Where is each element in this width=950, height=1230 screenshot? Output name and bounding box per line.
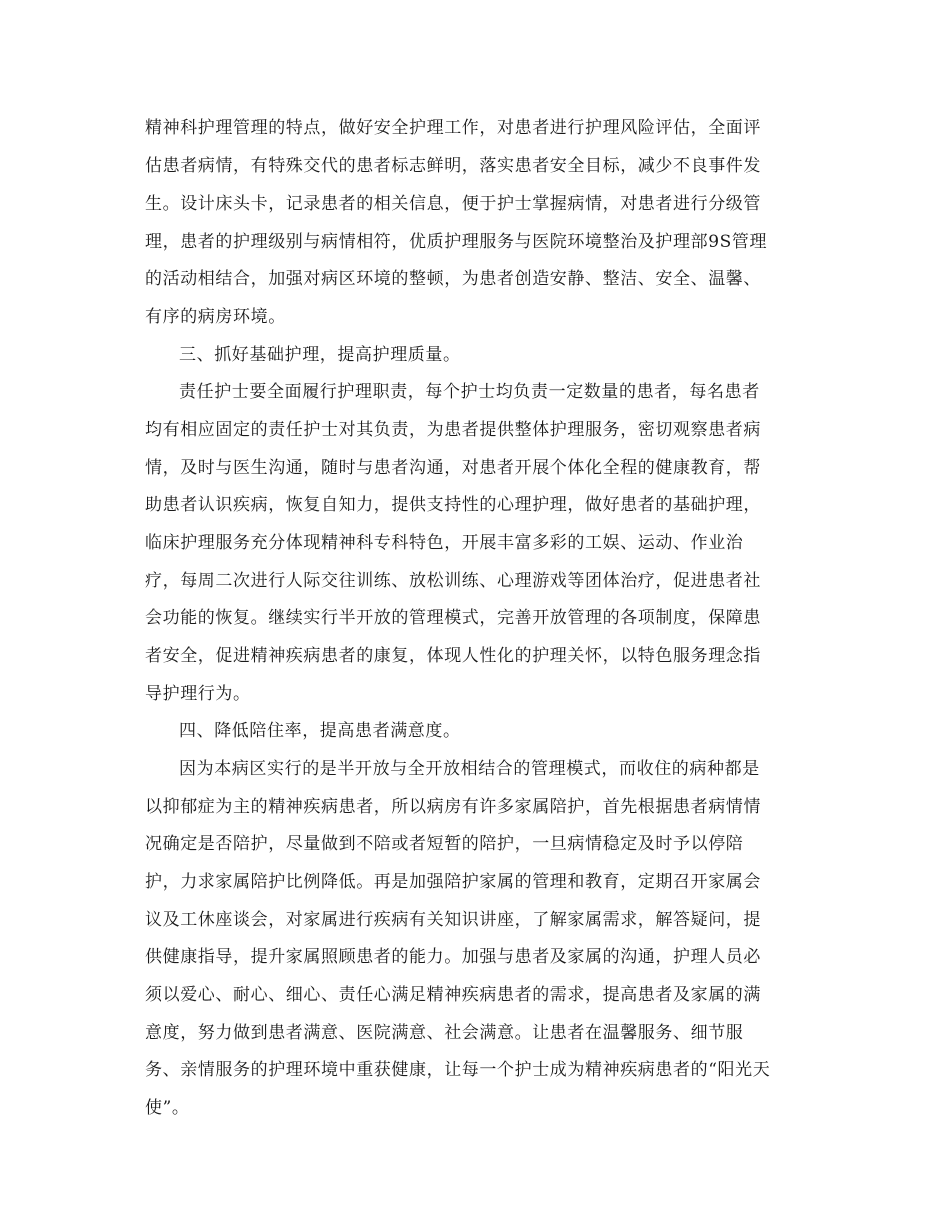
text-line: 疗，每周二次进行人际交往训练、放松训练、心理游戏等团体治疗，促进患者社 (145, 571, 761, 591)
text-line: 导护理行为。 (145, 684, 251, 704)
text-line: 临床护理服务充分体现精神科专科特色，开展丰富多彩的工娱、运动、作业治 (145, 533, 744, 553)
text-line: 意度，努力做到患者满意、医院满意、社会满意。让患者在温馨服务、细节服 (145, 1023, 744, 1043)
text-line: 议及工休座谈会，对家属进行疾病有关知识讲座，了解家属需求，解答疑问，提 (145, 910, 761, 930)
text-line: 因为本病区实行的是半开放与全开放相结合的管理模式，而收住的病种都是 (179, 759, 760, 779)
text-line: 理，患者的护理级别与病情相符，优质护理服务与医院环境整治及护理部9S管理 (145, 232, 768, 252)
text-line: 须以爱心、耐心、细心、责任心满足精神疾病患者的需求，提高患者及家属的满 (145, 985, 761, 1005)
text-line: 估患者病情，有特殊交代的患者标志鲜明，落实患者安全目标，减少不良事件发 (145, 156, 761, 176)
text-line: 的活动相结合，加强对病区环境的整顿，为患者创造安静、整洁、安全、温馨、 (145, 269, 761, 289)
text-line: 护，力求家属陪护比例降低。再是加强陪护家属的管理和教育，定期召开家属会 (145, 872, 761, 892)
text-line: 务、亲情服务的护理环境中重获健康，让每一个护士成为精神疾病患者的“阳光天 (145, 1060, 771, 1080)
text-line: 有序的病房环境。 (145, 307, 286, 327)
text-line: 会功能的恢复。继续实行半开放的管理模式，完善开放管理的各项制度，保障患 (145, 608, 761, 628)
text-line: 均有相应固定的责任护士对其负责，为患者提供整体护理服务，密切观察患者病 (145, 420, 761, 440)
section-heading-4: 四、降低陪住率，提高患者满意度。 (179, 721, 461, 741)
text-line: 情，及时与医生沟通，随时与患者沟通，对患者开展个体化全程的健康教育，帮 (145, 458, 761, 478)
section-heading-3: 三、抓好基础护理，提高护理质量。 (179, 345, 461, 365)
text-line: 供健康指导，提升家属照顾患者的能力。加强与患者及家属的沟通，护理人员必 (145, 947, 761, 967)
text-line: 生。设计床头卡，记录患者的相关信息，便于护士掌握病情，对患者进行分级管 (145, 194, 761, 214)
text-line: 况确定是否陪护，尽量做到不陪或者短暂的陪护，一旦病情稳定及时予以停陪 (145, 834, 744, 854)
text-line: 精神科护理管理的特点，做好安全护理工作，对患者进行护理风险评估，全面评 (145, 118, 761, 138)
text-line: 使”。 (145, 1098, 190, 1118)
text-line: 者安全，促进精神疾病患者的康复，体现人性化的护理关怀，以特色服务理念指 (145, 646, 761, 666)
text-line: 责任护士要全面履行护理职责，每个护士均负责一定数量的患者，每名患者 (179, 382, 760, 402)
text-line: 以抑郁症为主的精神疾病患者，所以病房有许多家属陪护，首先根据患者病情情 (145, 797, 761, 817)
text-line: 助患者认识疾病，恢复自知力，提供支持性的心理护理，做好患者的基础护理， (145, 495, 761, 515)
